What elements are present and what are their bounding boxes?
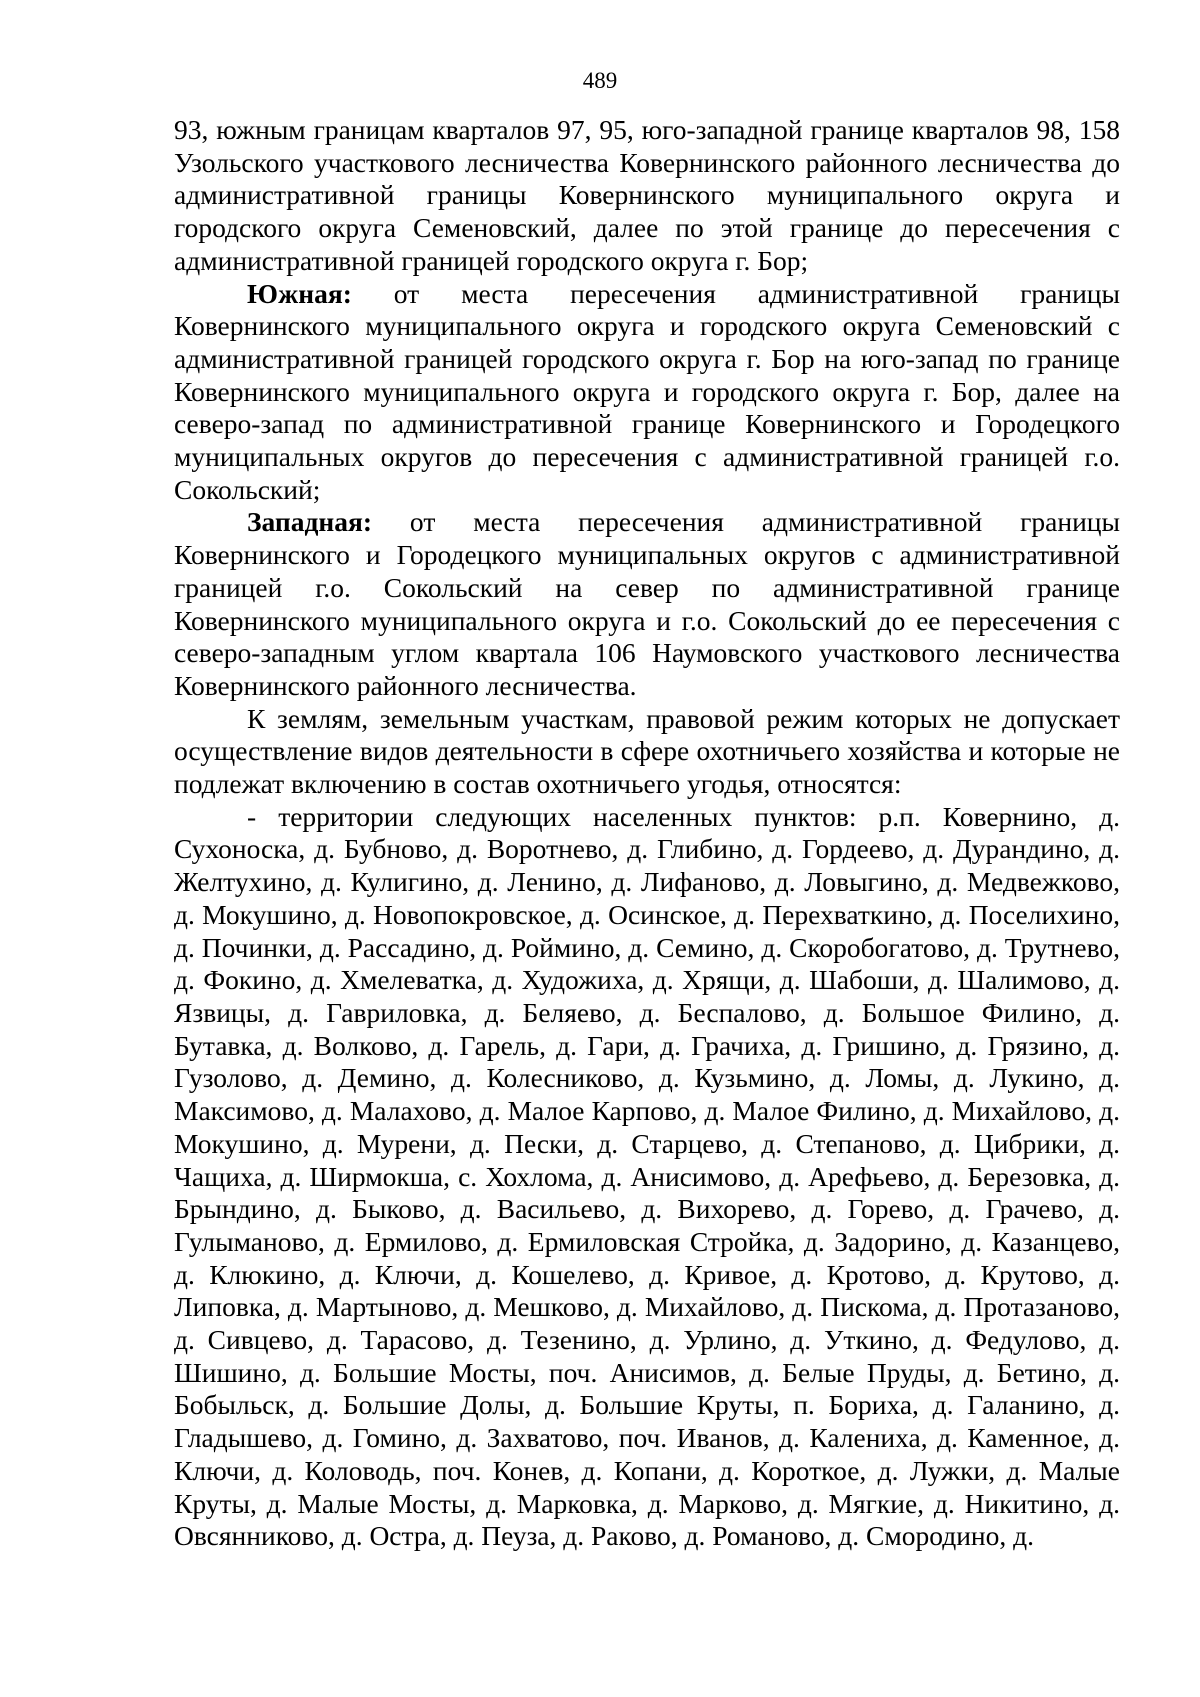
- north-boundary-continuation: 93, южным границам кварталов 97, 95, юго-западной границе кварталов 98, 158 Узольского участкового лесничества Ковернинского районного лесничества до административной границы Ковернинского муниципального округа и городского округа Семеновский, далее по этой границе до пересечения с административной границей городского округа г. Бор;: [174, 114, 1120, 276]
- page-number: 489: [582, 68, 618, 93]
- south-boundary-heading: Южная:: [247, 277, 352, 309]
- settlements-list: - территории следующих населенных пунктов: р.п. Ковернино, д. Сухоноска, д. Бубново, д. Воротнево, д. Глибино, д. Гордеево, д. Дурандино, д. Желтухино, д. Кулигино, д. Ленино, д. Лифаново, д. Ловыгино, д. Медвежково, д. Мокушино, д. Новопокровское, д. Осинское, д. Перехваткино, д. Поселихино, д. Починки, д. Рассадино, д. Роймино, д. Семино, д. Скоробогатово, д. Трутнево, д. Фокино, д. Хмелеватка, д. Художиха, д. Хрящи, д. Шабоши, д. Шалимово, д. Язвицы, д. Гавриловка, д. Беляево, д. Беспалово, д. Большое Филино, д. Бутавка, д. Волково, д. Гарель, д. Гари, д. Грачиха, д. Гришино, д. Грязино, д. Гузолово, д. Демино, д. Колесниково, д. Кузьмино, д. Ломы, д. Лукино, д. Максимово, д. Малахово, д. Малое Карпово, д. Малое Филино, д. Михайлово, д. Мокушино, д. Мурени, д. Пески, д. Старцево, д. Степаново, д. Цибрики, д. Чащиха, д. Ширмокша, с. Хохлома, д. Анисимово, д. Арефьево, д. Березовка, д. Брындино, д. Быково, д. Васильево, д. Вихорево, д. Горево, д. Грачево, д. Гулыманово, д. Ермилово, д. Ермиловская Стройка, д. Задорино, д. Казанцево, д. Клюкино, д. Ключи, д. Кошелево, д. Кривое, д. Кротово, д. Крутово, д. Липовка, д. Мартыново, д. Мешково, д. Михайлово, д. Пискома, д. Протазаново, д. Сивцево, д. Тарасово, д. Тезенино, д. Урлино, д. Уткино, д. Федулово, д. Шишино, д. Большие Мосты, поч. Анисимов, д. Белые Пруды, д. Бетино, д. Бобыльск, д. Большие Долы, д. Большие Круты, п. Бориха, д. Галанино, д. Гладышево, д. Гомино, д. Захватово, поч. Иванов, д. Калениха, д. Каменное, д. Ключи, д. Коловодь, поч. Конев, д. Копани, д. Короткое, д. Лужки, д. Малые Круты, д. Малые Мосты, д. Марковка, д. Марково, д. Мягкие, д. Никитино, д. Овсянниково, д. Остра, д. Пеуза, д. Раково, д. Романово, д. Смородино, д.: [174, 800, 1120, 1552]
- excluded-lands-intro: К землям, земельным участкам, правовой режим которых не допускает осуществление видов деятельности в сфере охотничьего хозяйства и которые не подлежат включению в состав охотничьего угодья, относятся:: [174, 702, 1120, 800]
- west-boundary-text: от места пересечения административной границы Ковернинского и Городецкого муниципальных округов с административной границей г.о. Сокольский на север по административной границе Ковернинского муниципального округа и г.о. Сокольский до ее пересечения с северо-западным углом квартала 106 Наумовского участкового лесничества Ковернинского районного лесничества.: [174, 506, 1120, 701]
- south-boundary-text: от места пересечения административной границы Ковернинского муниципального округа и городского округа Семеновский с административной границей городского округа г. Бор на юго-запад по границе Ковернинского муниципального округа и городского округа г. Бор, далее на северо-запад по административной границе Ковернинского и Городецкого муниципальных округов до пересечения с административной границей г.о. Сокольский;: [174, 277, 1120, 505]
- west-boundary-heading: Западная:: [247, 506, 373, 538]
- south-boundary-paragraph: [174, 278, 1120, 507]
- document-body: [174, 114, 1120, 1553]
- west-boundary-paragraph: [174, 506, 1120, 702]
